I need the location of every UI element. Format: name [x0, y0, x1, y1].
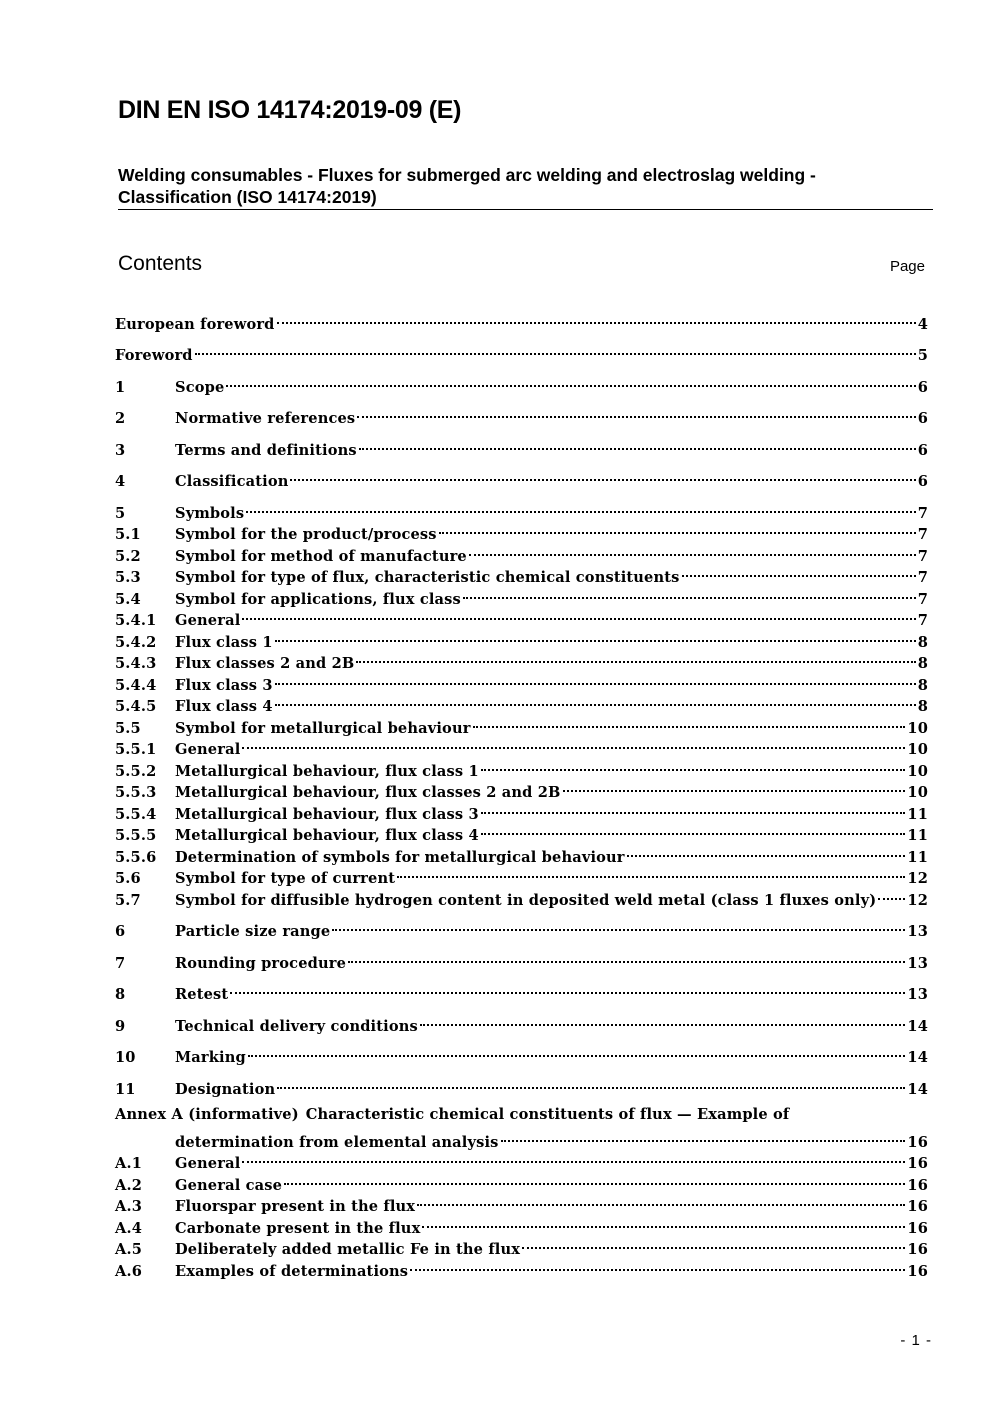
toc-leader-dots: [275, 690, 916, 712]
toc-entry-title: General: [175, 1155, 241, 1172]
toc-entry-number: 11: [115, 1080, 136, 1098]
toc-annex-heading-continued[interactable]: [115, 1125, 928, 1151]
toc-leader-dots: [242, 604, 915, 626]
toc-leader-dots: [284, 1168, 905, 1190]
toc-entry-title: Symbol for diffusible hydrogen content in deposited weld metal (class 1 fluxes only): [175, 891, 877, 909]
toc-entry[interactable]: [115, 402, 928, 427]
toc-entry-title: European foreword: [115, 315, 275, 333]
toc-entry-page: 12: [907, 870, 928, 887]
toc-entry-page: 14: [907, 1049, 928, 1066]
toc-entry-title: Metallurgical behaviour, flux class 4: [175, 827, 479, 844]
toc-entry-page: 8: [917, 655, 928, 672]
toc-leader-dots: [439, 518, 916, 540]
toc-entry-number: 10: [115, 1049, 136, 1066]
toc-leader-dots: [248, 1041, 906, 1063]
toc-leader-dots: [878, 883, 905, 905]
toc-entry-title: Foreword: [115, 347, 193, 364]
toc-entry-number: 5.2: [115, 547, 141, 565]
toc-entry-title: Rounding procedure: [175, 954, 347, 972]
toc-entry-number: 5: [115, 504, 126, 522]
toc-entry-page: 7: [917, 504, 928, 522]
toc-entry-number: 5.4.1: [115, 612, 157, 629]
document-subtitle: Welding consumables - Fluxes for submerged arc welding and electroslag welding - Classification (ISO 14174:2019): [118, 165, 816, 207]
toc-entry-page: 7: [917, 547, 928, 565]
toc-entry-page: 10: [907, 762, 928, 780]
toc-entry-page: 16: [907, 1198, 928, 1215]
toc-entry-title: General case: [175, 1176, 283, 1194]
toc-entry-page: 10: [907, 741, 928, 758]
toc-leader-dots: [682, 561, 916, 583]
toc-leader-dots: [332, 915, 905, 937]
toc-entry-number: 2: [115, 410, 126, 427]
toc-entry-number: 1: [115, 378, 126, 396]
toc-entry-number: A.2: [115, 1176, 143, 1194]
title-divider: [118, 209, 933, 210]
toc-entry-page: 11: [907, 805, 928, 823]
toc-entry-number: A.4: [115, 1219, 143, 1237]
toc-entry-title: Particle size range: [175, 923, 331, 940]
toc-leader-dots: [481, 819, 906, 841]
toc-annex-heading[interactable]: [115, 1104, 928, 1126]
toc-entry-page: 13: [907, 954, 928, 972]
toc-entry-number: 5.7: [115, 891, 141, 909]
toc-annex-label: Annex A (informative): [115, 1105, 299, 1123]
toc-entry-title: General: [175, 612, 241, 629]
toc-entry-page: 13: [907, 986, 928, 1003]
toc-entry[interactable]: [115, 946, 928, 972]
toc-entry-number: 4: [115, 473, 126, 490]
toc-entry-page: 16: [907, 1176, 928, 1194]
toc-entry-title: Symbol for metallurgical behaviour: [175, 719, 471, 737]
toc-entry[interactable]: [115, 1009, 928, 1035]
toc-entry[interactable]: [115, 370, 928, 396]
toc-leader-dots: [242, 1147, 905, 1169]
toc-entry-number: 5.5.4: [115, 805, 157, 823]
toc-leader-dots: [563, 776, 906, 798]
toc-entry[interactable]: [115, 496, 928, 522]
toc-leader-dots: [469, 539, 916, 561]
toc-entry-number: 5.4.2: [115, 633, 157, 651]
toc-leader-dots: [627, 840, 906, 862]
toc-leader-dots: [290, 465, 915, 487]
toc-entry-title: Normative references: [175, 410, 356, 427]
toc-entry-page: 16: [907, 1241, 928, 1258]
document-title: DIN EN ISO 14174:2019-09 (E): [118, 96, 462, 124]
toc-entry-page: 8: [917, 676, 928, 694]
toc-entry-title: Symbol for applications, flux class: [175, 590, 461, 608]
toc-leader-dots: [275, 668, 916, 690]
toc-entry-title: Technical delivery conditions: [175, 1017, 418, 1035]
toc-entry-page: 7: [917, 612, 928, 629]
toc-entry[interactable]: [115, 978, 928, 1003]
toc-annex-title-continued: determination from elemental analysis: [175, 1133, 499, 1151]
toc-entry[interactable]: [115, 307, 928, 333]
toc-leader-dots: [417, 1190, 905, 1212]
toc-entry-title: Metallurgical behaviour, flux classes 2 and 2B: [175, 784, 561, 801]
table-of-contents: [115, 307, 928, 1280]
toc-entry-title: Symbol for method of manufacture: [175, 547, 467, 565]
toc-entry-title: Flux class 4: [175, 698, 273, 715]
toc-entry-page: 6: [917, 473, 928, 490]
toc-entry-title: Scope: [175, 378, 225, 396]
toc-leader-dots: [195, 339, 916, 361]
toc-leader-dots: [348, 946, 905, 968]
toc-leader-dots: [463, 582, 916, 604]
toc-entry-number: 5.5: [115, 719, 141, 737]
page-column-heading: Page: [889, 258, 925, 275]
toc-leader-dots: [226, 370, 915, 392]
toc-entry-page: 8: [917, 633, 928, 651]
toc-entry-title: Metallurgical behaviour, flux class 1: [175, 762, 479, 780]
toc-leader-dots: [501, 1125, 906, 1147]
toc-entry-title: Designation: [175, 1080, 276, 1098]
toc-entry-number: 5.5.2: [115, 762, 157, 780]
toc-entry-number: 5.5.3: [115, 784, 157, 801]
toc-leader-dots: [356, 647, 915, 669]
contents-heading: Contents: [118, 252, 203, 275]
toc-entry-title: Deliberately added metallic Fe in the flux: [175, 1241, 521, 1258]
toc-entry-page: 13: [907, 923, 928, 940]
toc-entry-title: Marking: [175, 1049, 246, 1066]
toc-entry-page: 7: [917, 590, 928, 608]
toc-entry-page: 16: [907, 1133, 928, 1151]
toc-entry-page: 10: [907, 784, 928, 801]
toc-entry-number: 6: [115, 923, 126, 940]
toc-entry-number: 5.5.6: [115, 848, 157, 866]
toc-entry-title: Classification: [175, 473, 289, 490]
toc-entry-title: Symbol for type of current: [175, 870, 396, 887]
toc-entry-number: 5.5.5: [115, 827, 157, 844]
toc-entry-page: 12: [907, 891, 928, 909]
toc-entry-number: 7: [115, 954, 126, 972]
toc-entry-number: 5.4.3: [115, 655, 157, 672]
toc-leader-dots: [277, 1072, 905, 1094]
toc-leader-dots: [275, 625, 916, 647]
toc-entry-page: 14: [907, 1017, 928, 1035]
toc-entry-number: 9: [115, 1017, 126, 1035]
toc-entry-title: Flux class 1: [175, 633, 273, 651]
toc-entry-page: 16: [907, 1219, 928, 1237]
toc-entry-number: A.5: [115, 1241, 143, 1258]
toc-entry-page: 8: [917, 698, 928, 715]
toc-entry-title: Examples of determinations: [175, 1262, 409, 1280]
toc-leader-dots: [481, 754, 906, 776]
toc-entry-title: Determination of symbols for metallurgical behaviour: [175, 848, 625, 866]
toc-leader-dots: [242, 733, 905, 755]
toc-entry-page: 7: [917, 569, 928, 586]
toc-entry-title: Symbol for the product/process: [175, 526, 437, 543]
toc-entry[interactable]: [115, 1041, 928, 1066]
toc-entry-number: 5.5.1: [115, 741, 157, 758]
toc-entry[interactable]: [115, 339, 928, 364]
toc-annex-title: Characteristic chemical constituents of flux — Example of: [305, 1105, 790, 1123]
toc-entry-page: 16: [907, 1262, 928, 1280]
toc-entry-title: Symbol for type of flux, characteristic chemical constituents: [175, 569, 680, 586]
toc-entry-page: 6: [917, 441, 928, 459]
page-number: - 1 -: [900, 1332, 932, 1349]
toc-entry-number: 5.1: [115, 526, 141, 543]
toc-entry-page: 4: [917, 315, 928, 333]
toc-entry-number: 5.4: [115, 590, 141, 608]
toc-entry-title: Flux classes 2 and 2B: [175, 655, 355, 672]
toc-entry-number: A.3: [115, 1198, 143, 1215]
toc-leader-dots: [522, 1233, 905, 1255]
toc-entry-title: Flux class 3: [175, 676, 273, 694]
toc-entry[interactable]: [115, 915, 928, 940]
toc-entry-title: Terms and definitions: [175, 441, 357, 459]
toc-entry-number: 5.3: [115, 569, 141, 586]
toc-entry-number: 8: [115, 986, 126, 1003]
toc-leader-dots: [420, 1009, 906, 1031]
toc-entry-number: 5.4.5: [115, 698, 157, 715]
toc-entry-title: Carbonate present in the flux: [175, 1219, 421, 1237]
toc-entry-number: A.1: [115, 1155, 143, 1172]
toc-entry-title: Metallurgical behaviour, flux class 3: [175, 805, 479, 823]
toc-entry-number: A.6: [115, 1262, 143, 1280]
toc-entry-page: 11: [907, 827, 928, 844]
toc-entry-number: 5.4.4: [115, 676, 157, 694]
toc-entry-page: 10: [907, 719, 928, 737]
toc-leader-dots: [422, 1211, 905, 1233]
toc-entry-page: 5: [917, 347, 928, 364]
toc-leader-dots: [277, 307, 916, 329]
toc-leader-dots: [359, 433, 916, 455]
toc-entry-page: 7: [917, 526, 928, 543]
toc-entry[interactable]: [115, 433, 928, 459]
toc-entry-number: 3: [115, 441, 126, 459]
toc-entry[interactable]: [115, 465, 928, 490]
toc-leader-dots: [357, 402, 915, 424]
toc-leader-dots: [397, 862, 905, 884]
toc-entry[interactable]: [115, 1072, 928, 1098]
toc-leader-dots: [481, 797, 906, 819]
toc-leader-dots: [473, 711, 906, 733]
toc-entry-number: 5.6: [115, 870, 141, 887]
toc-entry-page: 6: [917, 410, 928, 427]
toc-entry-title: Retest: [175, 986, 229, 1003]
toc-entry-page: 6: [917, 378, 928, 396]
toc-entry-title: Fluorspar present in the flux: [175, 1198, 416, 1215]
toc-entry-page: 11: [907, 848, 928, 866]
toc-entry-page: 16: [907, 1155, 928, 1172]
toc-entry-title: Symbols: [175, 504, 245, 522]
toc-entry-title: General: [175, 741, 241, 758]
toc-entry-page: 14: [907, 1080, 928, 1098]
toc-leader-dots: [246, 496, 915, 518]
toc-leader-dots: [410, 1254, 905, 1276]
toc-leader-dots: [230, 978, 905, 1000]
